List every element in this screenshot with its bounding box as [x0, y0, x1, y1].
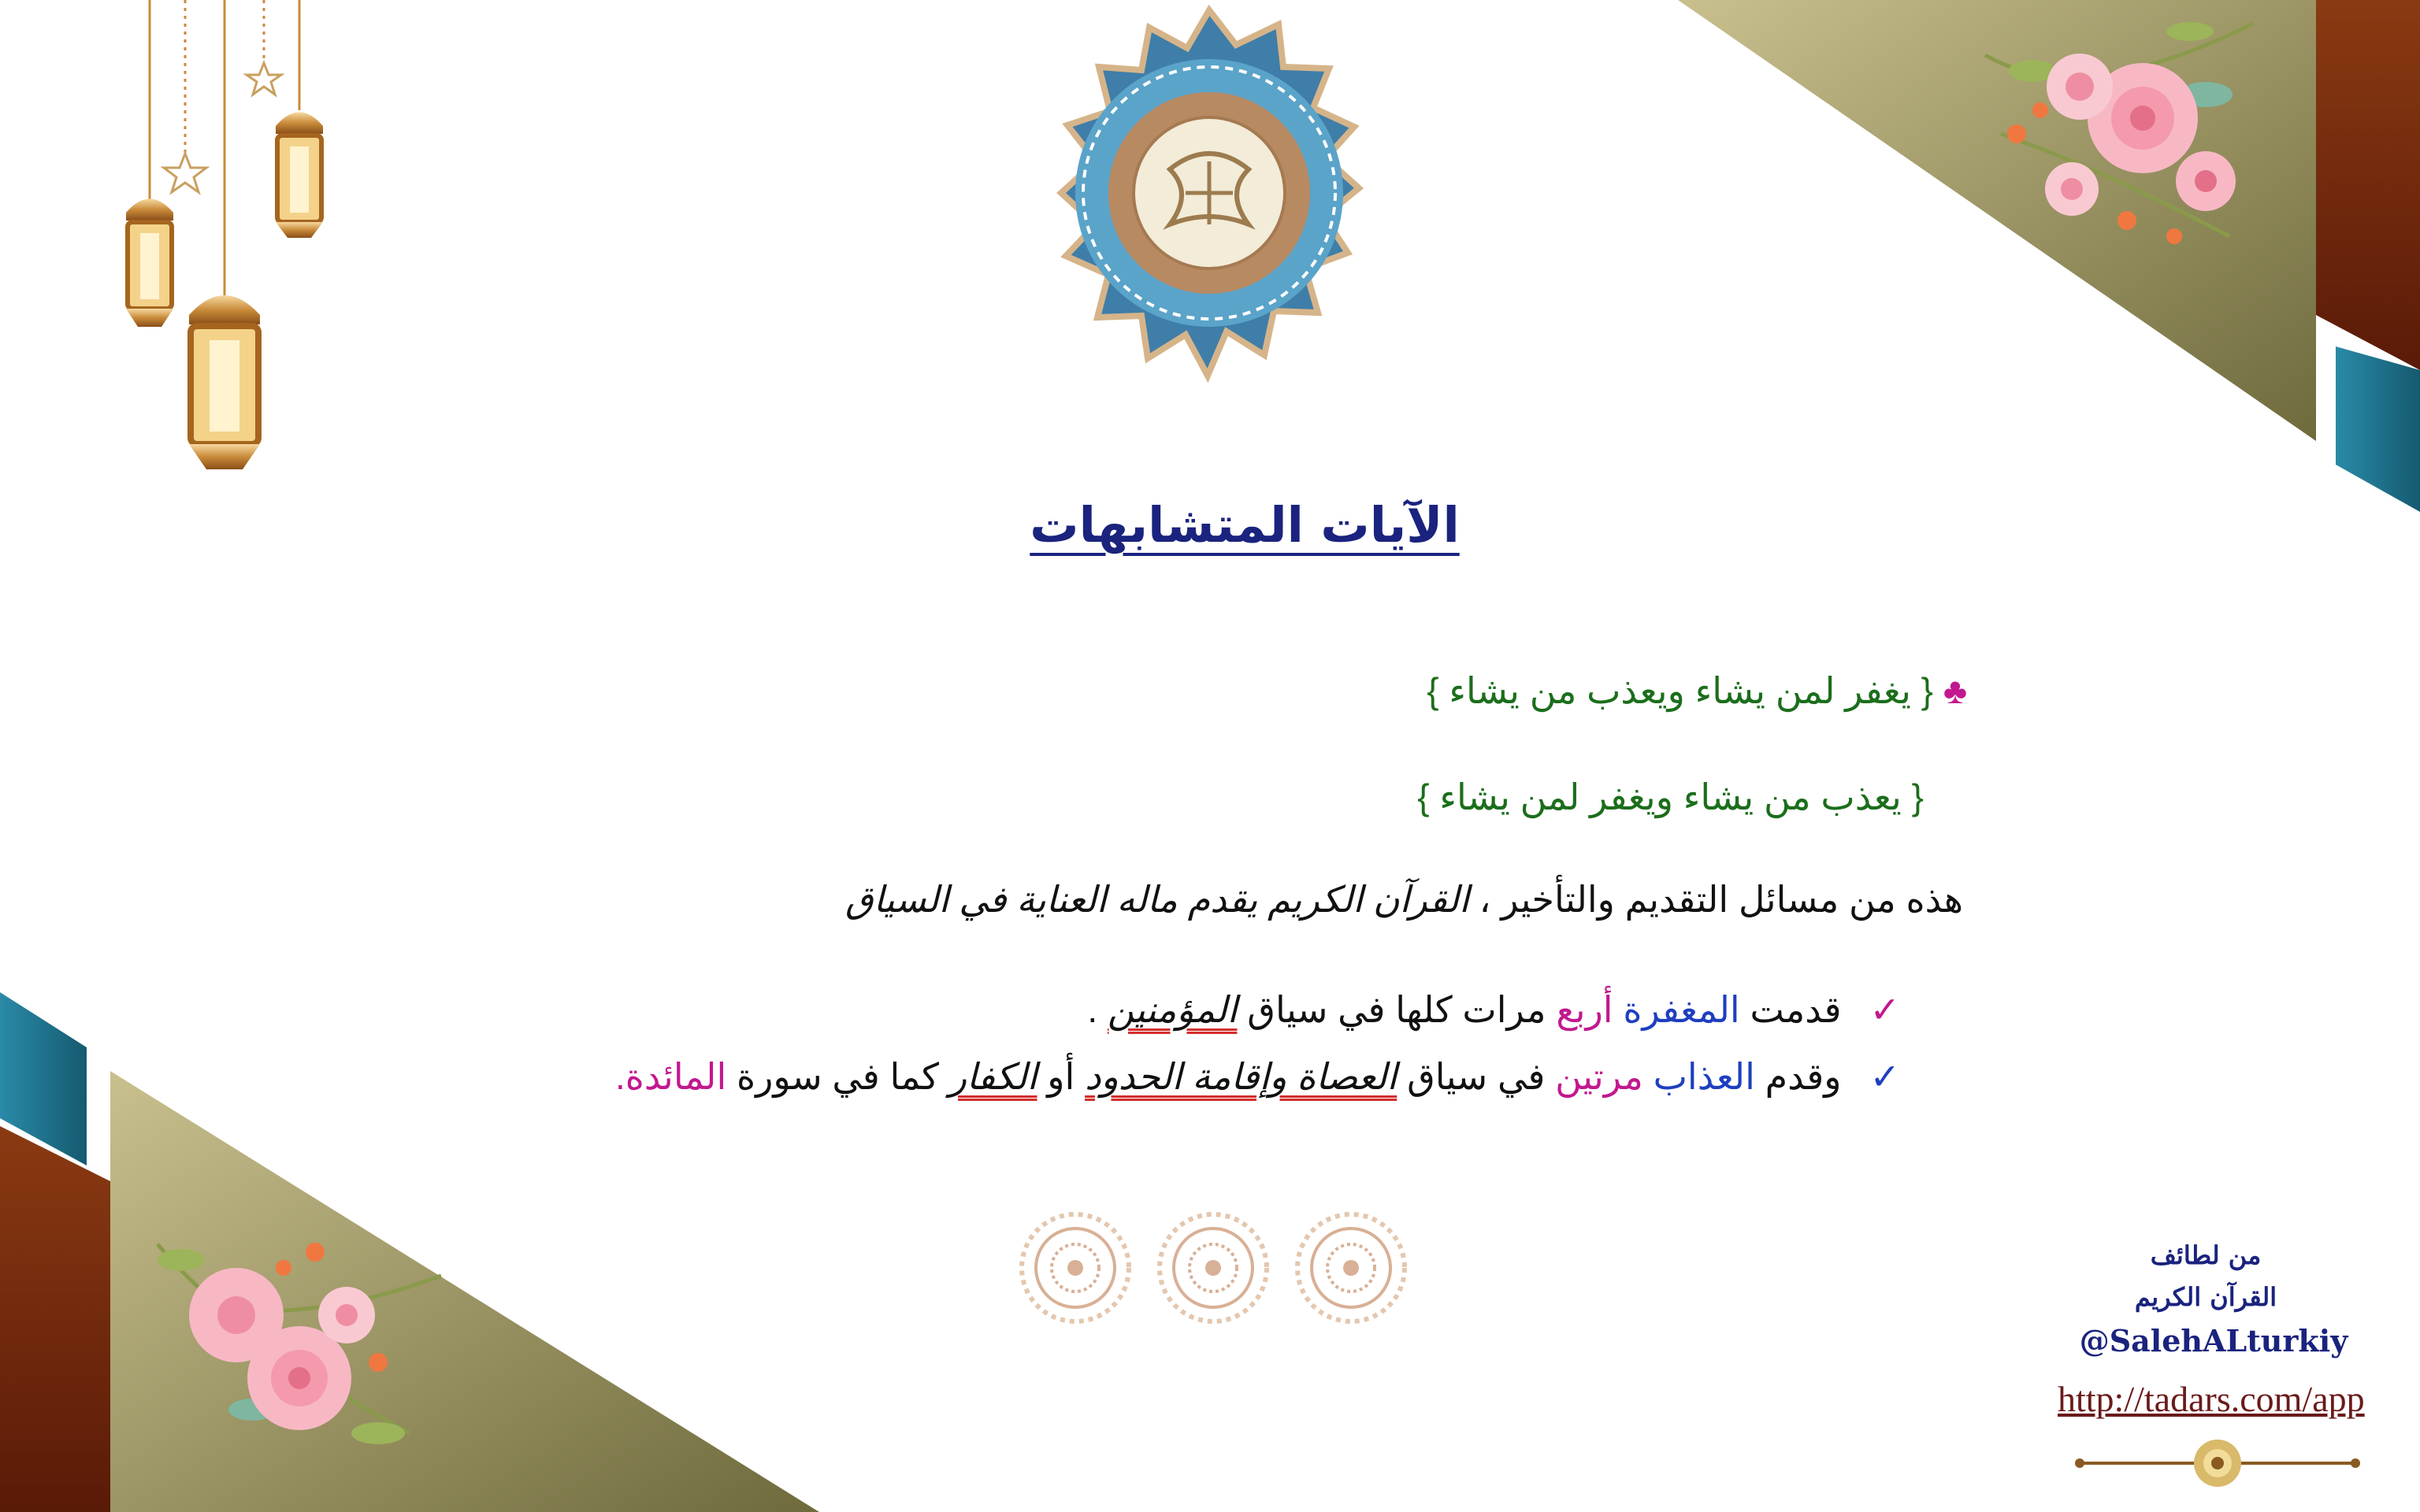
- lantern-icon: [126, 199, 173, 328]
- star-icon: [164, 154, 206, 192]
- point2-end: .: [614, 1056, 625, 1097]
- point1-highlight-arba: أربع: [1556, 989, 1613, 1030]
- lantern-icon: [189, 295, 260, 469]
- point1-space: [1613, 989, 1624, 1030]
- point2-part: وقدم: [1754, 1056, 1842, 1097]
- verse-line-1: [1427, 669, 1967, 712]
- point1-highlight-maghfira: المغفرة: [1623, 989, 1740, 1030]
- page-title: الآيات المتشابهات: [1030, 496, 1460, 554]
- point2-usat: العصاة وإقامة الحدود: [1085, 1056, 1397, 1097]
- verse-line-2: { يعذب من يشاء ويغفر لمن يشاء }: [1417, 776, 1924, 817]
- lantern-icon: [276, 113, 323, 239]
- check-icon: ✓: [1869, 989, 1900, 1030]
- point2-highlight-adhab: العذاب: [1653, 1056, 1755, 1097]
- point2-highlight-marratayn: مرتين: [1555, 1056, 1643, 1097]
- bottom-left-brown-band: [0, 1126, 110, 1512]
- verse-text-1: { يغفر لمن يشاء ويعذب من يشاء }: [1427, 670, 1934, 711]
- footer-line-1: من لطائف: [2150, 1240, 2262, 1270]
- intro-line: [845, 878, 1963, 921]
- footer-handle: @SalehALturkiy: [2079, 1323, 2348, 1358]
- point1-part: قدمت: [1739, 989, 1842, 1030]
- top-right-olive-panel: [1678, 0, 2316, 441]
- point1-mumineen: المؤمنين: [1107, 989, 1238, 1030]
- mandala-ornament-icon: [1297, 1214, 1405, 1321]
- point2-part: أو: [1037, 1056, 1086, 1097]
- point-line-2: [615, 1055, 1900, 1098]
- check-icon: ✓: [1869, 1056, 1900, 1097]
- intro-italic: القرآن الكريم يقدم ماله العناية في السياق: [845, 879, 1469, 920]
- point1-end: .: [1087, 989, 1108, 1030]
- point2-part: كما في سورة: [726, 1056, 949, 1097]
- point-line-1: [1087, 988, 1900, 1031]
- point2-maida: المائدة: [625, 1056, 727, 1097]
- lanterns-group: [126, 0, 323, 469]
- point2-part: في سياق: [1397, 1056, 1556, 1097]
- top-right-brown-band: [2316, 0, 2420, 370]
- quran-medallion-icon: [1061, 10, 1359, 376]
- star-icon: [247, 63, 281, 94]
- point1-part: مرات كلها في سياق: [1237, 989, 1557, 1030]
- mandala-ornament-icon: [1022, 1214, 1129, 1321]
- point2-space: [1643, 1056, 1654, 1097]
- top-right-teal-band: [2336, 346, 2420, 512]
- divider-ornament-icon: [2075, 1440, 2360, 1487]
- footer-link[interactable]: http://tadars.com/app: [2058, 1379, 2365, 1419]
- mandala-ornament-icon: [1160, 1214, 1267, 1321]
- club-bullet-icon: ♣: [1943, 670, 1967, 711]
- point2-kuffar: الكفار: [948, 1056, 1037, 1097]
- intro-regular: هذه من مسائل التقديم والتأخير ،: [1468, 879, 1963, 920]
- footer-line-2: القرآن الكريم: [2134, 1282, 2277, 1312]
